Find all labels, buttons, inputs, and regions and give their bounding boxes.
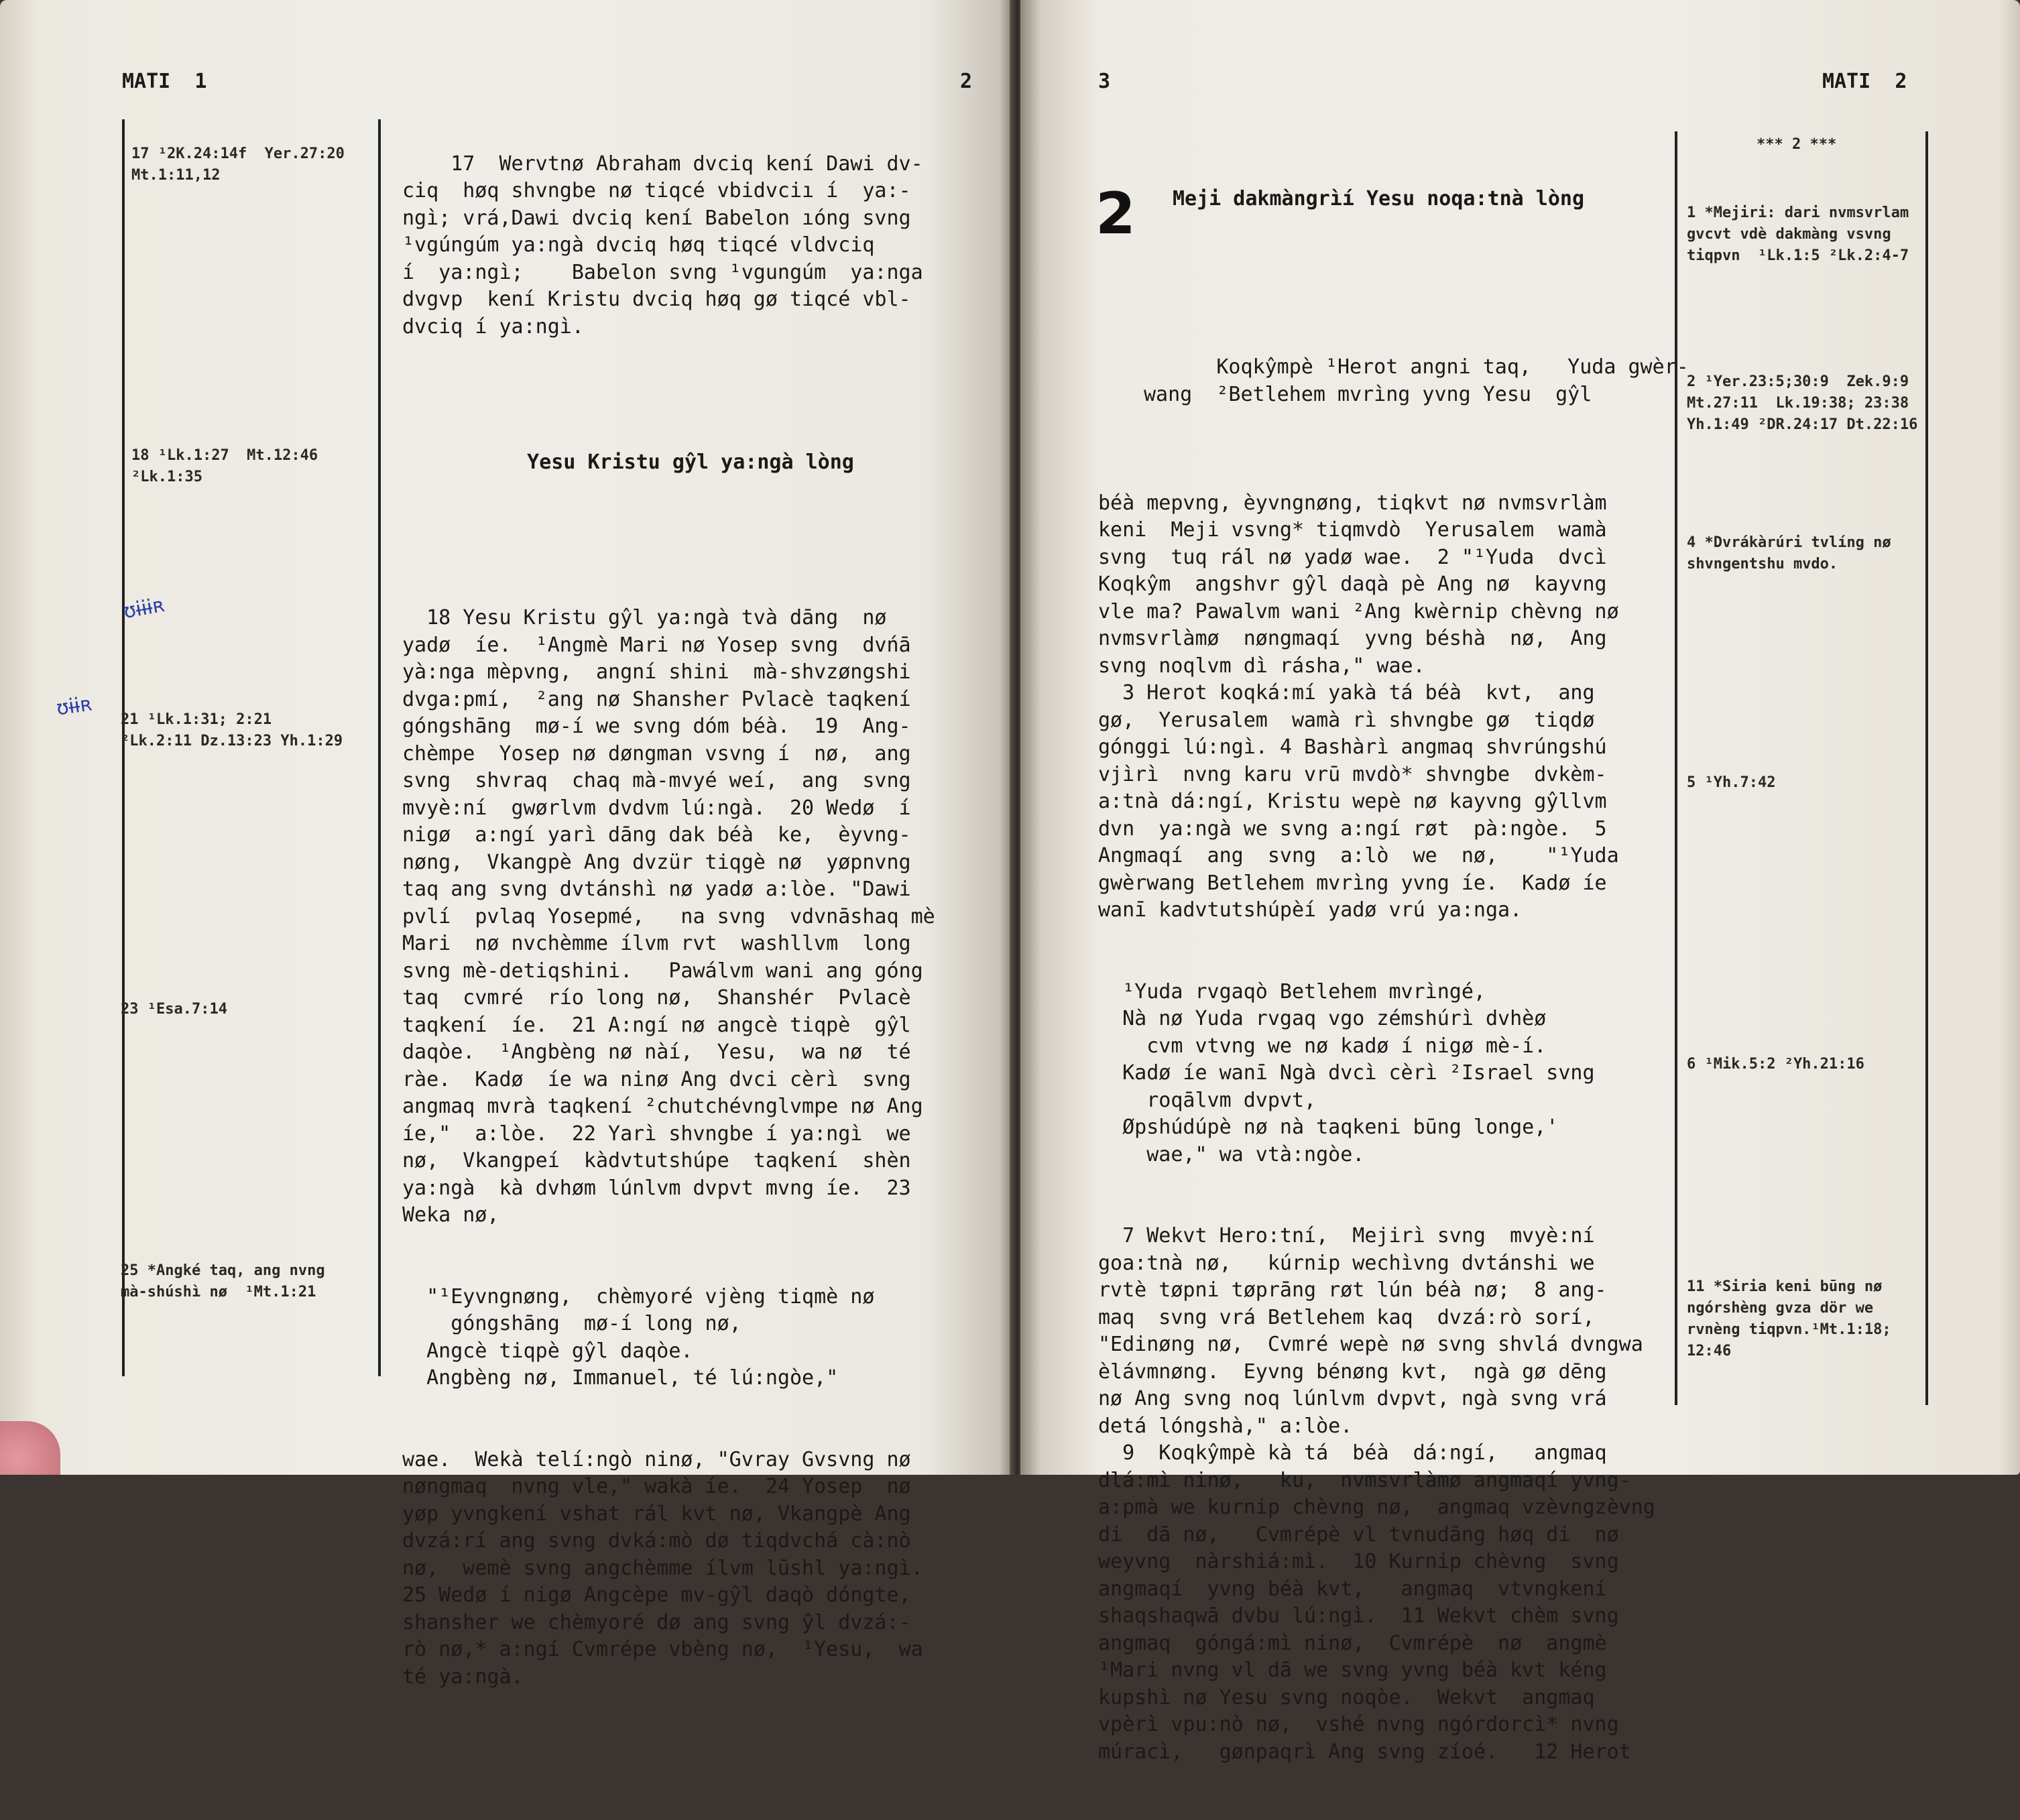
cross-reference-21: 21 ¹Lk.1:31; 2:21 ²Lk.2:11 Dz.13:23 Yh.1:29 [121,711,343,749]
cross-reference-6: 6 ¹Mik.5:2 ²Yh.21:16 [1687,1056,1864,1073]
margin-rule-right [1925,131,1928,1405]
section-heading-right: Meji dakmàngrìí Yesu noqa:tnà lòng [1172,187,1585,210]
margin-rule-right [378,119,381,1376]
verse-paragraph-18-23: 18 Yesu Kristu gŷl ya:ngà tvà dāng nø yadø íe. ¹Angmè Mari nø Yosep svng dvńā yà:nga mèpvng, angní shini mà-shvzøngshi dvga:pmí, ²ang nø Shansher Pvlacè taqkení góngshāng mø-í we svng dóm béà. 19 Ang- chèmpe Yosep nø døngman vsvng í nø, ang svng shvraq chaq mà-mvyé weí, ang svng mvyè:ní gwørlvm dvdvm lú:ngà. 20 Wedø í nigø a:ngí yarì dāng dak béà ke, èyvng- nøng, Vkangpè Ang dvzür tiqgè nø yøpnvng taq ang svng dvtánshì nø yadø a:lòe. "Dawi pvlí pvlaq Yosepmé, na svng vdvnāshaq mè Mari nø nvchèmme ílvm rvt washllvm long svng mè-detiqshini. Pawálvm wani ang góng taq cvmré río long nø, Shanshér Pvlacè taqkení íe. 21 A:ngí nø angcè tiqpè gŷl daqòe. ¹Angbèng nø nàí, Yesu, wa nø té ràe. Kadø íe wa ninø Ang dvci cèrì svng angmaq mvrà taqkení ²chutchévnglvmpe nø Ang íe," a:lòe. 22 Yarì shvngbe í ya:ngì we nø, Vkangpeí kàdvtutshúpe taqkení shèn ya:ngà kà dvhøm lúnlvm dvpvt mvng íe. 23 Weka nø, [402,606,935,1227]
section-heading-left: Yesu Kristu gŷl ya:ngà lòng [527,450,854,474]
verse-paragraph-7-12: 7 Wekvt Hero:tní, Mejirì svng mvyè:ní goa:tnà nø, kúrnip wechìvng dvtánshi we rvtè tøpni tøprāng røt lún béà nø; 8 ang- maq svng vrá Betlehem kaq dvzá:rò sorí, "Edinøng nø, Cvmré wepè nø svng shvlá dvngwa èlávmnøng. Eyvng bénøng kvt, ngà gø dēng nø Ang svng noq lúnlvm dvpvt, ngà svng vrá detá lóngshà," a:lòe. 9 Koqkŷmpè kà tá béà dá:ngí, angmaq dlá:mì ninø, ku, nvmsvrlàmø angmaqí yvng- a:pmà we kurnip chèvng nø, angmaq vzèvngzèvng di dā nø, Cvmrépè vl tvnudāng høq di nø weyvng nàrshiá:mì. 10 Kurnip chèvng svng angmaqí yvng béà kvt, angmaq vtvngkení shaqshaqwā dvbu lú:ngì. 11 Wekvt chèm svng angmaq góngá:mì ninø, Cvmrépè nø angmè ¹Mari nvng vl dā we svng yvng béà kvt kéng kupshì nø Yesu svng noqòe. Wekvt angmaq vpèrì vpu:nò nø, vshé nvng ngórdorcì* nvng múracì, gønpaqrì Ang svng zíoé. 12 Herot [1098,1224,1655,1764]
cross-reference-4: 4 *Dvrákàrúri tvlíng nø shvngentshu mvdo. [1687,534,1891,572]
cross-reference-11: 11 *Siria keni būng nø ngórshèng gvza dör we rvnèng tiqpvn.¹Mt.1:18; 12:46 [1687,1278,1891,1359]
thumb [0,1421,60,1475]
cross-reference-1: 1 *Mejiri: dari nvmsvrlam gvcvt vdè dakmàng vsvng tiqpvn ¹Lk.1:5 ²Lk.2:4-7 [1687,204,1909,264]
verse-paragraph-1-5: béà mepvng, èyvngnøng, tiqkvt nø nvmsvrlàm keni Meji vsvng* tiqmvdò Yerusalem wamà svng tuq rál nø yadø wae. 2 "¹Yuda dvcì Koqkŷm angshvr gŷl daqà pè Ang nø kayvng vle ma? Pawalvm wani ²Ang kwèrnip chèvng nø nvmsvrlàmø nøngmaqí yvng béshà nø, Ang svng noqlvm dì rásha," wae. 3 Herot koqká:mí yakà tá béà kvt, ang gø, Yerusalem wamà rì shvngbe gø tiqdø gónggi lú:ngì. 4 Bashàrì angmaq shvrúngshú vjìrì nvng karu vrū mvdò* shvngbe dvkèm- a:tnà dá:ngí, Kristu wepè nø kayvng gŷllvm dvn ya:ngà we svng a:ngí røt pà:ngòe. 5 Angmaqí ang svng a:lò we nø, "¹Yuda gwèrwang Betlehem mvrìng yvng íe. Kadø íe wanī kadvtutshúpèí yadø vrú ya:nga. [1098,491,1619,922]
page-number-left: 2 [960,70,973,93]
main-text-column-right [1098,131,1689,1820]
verse-paragraph-1-intro: Koqkŷmpè ¹Herot angni taq, Yuda gwèr- wang ²Betlehem mvrìng yvng Yesu gŷl [1144,355,1689,406]
handwritten-note-2: ʊɨɨʀ [54,692,94,721]
chapter-drop-cap: 2 [1095,180,1136,247]
verse-paragraph-17: 17 Wervtnø Abraham dvciq kení Dawi dv- ciq høq shvngbe nø tiqcé vbidvciı í ya:- ngì; vrá,Dawi dvciq kení Babelon ıóng svng ¹vgúngúm ya:ngà dvciq høq tiqcé vldvciq í ya:ngì; Babelon svng ¹vgungúm ya:nga dvgvp kení Kristu dvciq høq gø tiqcé vbl- dvciq í ya:ngì. [402,151,923,339]
running-header-left: MATI 1 [122,70,207,93]
cross-reference-2: 2 ¹Yer.23:5;30:9 Zek.9:9 Mt.27:11 Lk.19:38; 23:38 Yh.1:49 ²DR.24:17 Dt.22:16 [1687,373,1918,433]
cross-reference-23: 23 ¹Esa.7:14 [121,1001,227,1018]
cross-reference-17: 17 ¹2K.24:14f Yer.27:20 Mt.1:11,12 [131,145,345,184]
cross-reference-18: 18 ¹Lk.1:27 Mt.12:46 ²Lk.1:35 [131,447,318,485]
right-page [1020,0,2020,1764]
prophecy-quote-left: "¹Eyvngnøng, chèmyoré vjèng tiqmè nø góngshāng mø-í long nø, Angcè tiqpè gŷl daqòe. Angbèng nø, Immanuel, té lú:ngòe," [426,1284,875,1390]
cross-reference-5: 5 ¹Yh.7:42 [1687,774,1776,791]
chapter-marker: *** 2 *** [1757,136,1837,153]
left-page [0,0,1012,1689]
running-header-right: MATI 2 [1822,70,1907,93]
handwritten-note-1: ʊɨɨɨʀ [121,593,167,624]
main-text-column-left [402,123,965,1745]
page-number-right: 3 [1098,70,1111,93]
cross-reference-25: 25 *Angké taq, ang nvng mà-shúshì nø ¹Mt.1:21 [121,1262,325,1300]
prophecy-quote-right: ¹Yuda rvgaqò Betlehem mvrìngé, Nà nø Yuda rvgaq vgo zémshúrì dvhèø cvm vtvng we nø kadø í nigø mè-í. Kadø íe wanī Ngà dvcì cèrì ²Israel svng roqālvm dvpvt, Øpshúdúpè nø nà taqkeni būng longe,' wae," wa vtà:ngòe. [1122,979,1595,1166]
verse-paragraph-23-25: wae. Wekà telí:ngò ninø, "Gvray Gvsvng nø nøngmaq nvng vle," wakà íe. 24 Yosep nø yøp yvngkení vshat rál kvt nø, Vkangpè Ang dvzá:rí ang svng dvká:mò dø tiqdvchá cà:nò nø, wemè svng angchèmme ílvm lūshl ya:ngì. 25 Wedø í nigø Angcèpe mv-gŷl daqò dóngte, shansher we chèmyoré dø ang svng ŷl dvzá:- rò nø,* a:ngí Cvmrépe vbèng nø, ¹Yesu, wa té ya:ngà. [402,1447,923,1689]
